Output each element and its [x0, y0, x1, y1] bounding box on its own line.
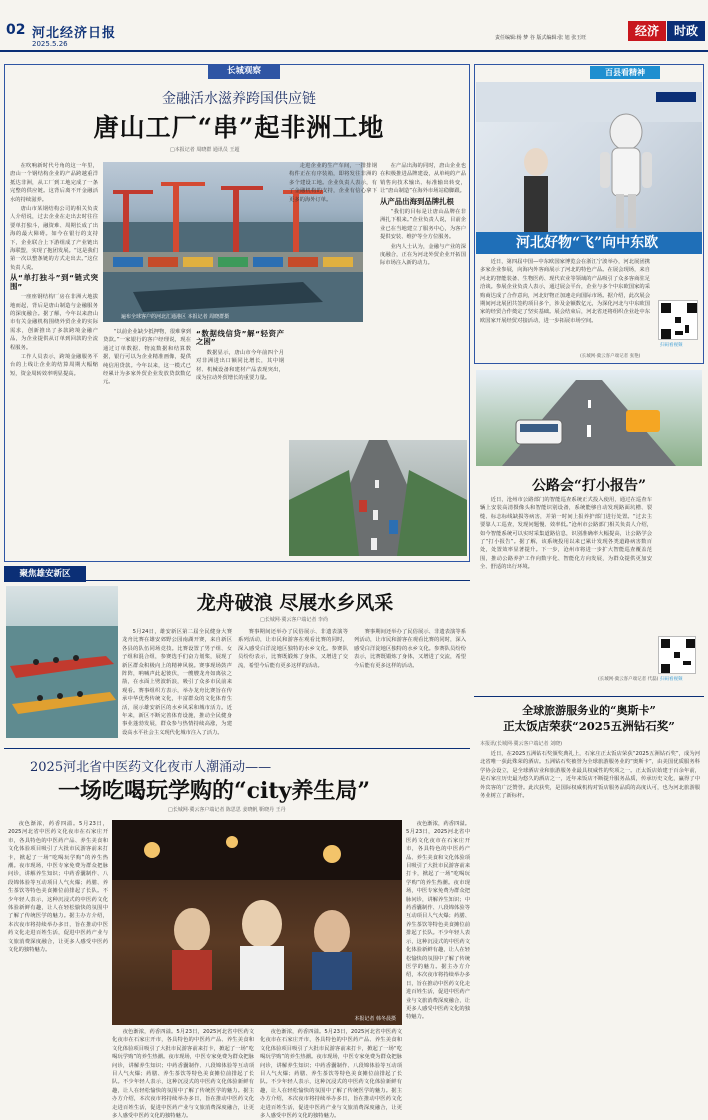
top-story-byline: □本报记者 周晓群 通讯员 王超: [170, 147, 240, 153]
dragon-boat-photo: [6, 586, 118, 738]
dragon-boat-illustration: [6, 586, 118, 738]
award-story-text: [480, 750, 700, 1086]
top-col-3: [196, 328, 284, 557]
side-feature-title: [476, 232, 702, 254]
robot-illustration: [476, 82, 702, 232]
text-paragraph: 夜色渐浓，药香四溢。5月23日，2025河北省中医药文化夜市在石家庄开市，各具特色的中医药产品、养生美食和文化体验项目吸引了大批市民游客前来打卡，掀起了一场“吃喝玩学购”的养生热潮。夜市现场，中医专家免费为群众把脉问诊，讲解养生知识；中药香囊制作、八段锦体验等互动项目人气火爆；药膳、养生茶饮等特色美食摊位前排起了长队。不少年轻人表示，这种沉浸式的中医药文化体验新鲜有趣，让人在轻松愉快的氛围中了解了传统医学的魅力。据主办方介绍，本次夜市将持续举办多日，旨在推动中医药文化走进百姓生活，促进中医药产业与文旅消费深度融合，让更多人感受中医药文化的独特魅力。: [260, 1029, 402, 1120]
text-paragraph: 唐山市某钢结构公司的相关负责人介绍说，过去企业在走出去时往往要单打独斗，融资难、周期长成了出海的最大障碍。如今在银行的支持下，企业联合上下游组成了产业链出海联盟，实现了抱团发展。“这是我们第一次以整条链的方式走出去。”这位负责人说。: [10, 206, 98, 271]
qr-label: 扫码看视频: [660, 343, 683, 348]
subhead-brand: 从产品出海到品牌扎根: [380, 196, 454, 206]
highway-illustration: [289, 440, 467, 556]
robot-photo: [476, 82, 702, 232]
road-inspection-photo: [476, 370, 702, 466]
text-paragraph: 赛事期间还举办了民俗展示、非遗表演等系列活动，让市民和游客在观看比赛的同时，深入感受白洋淀地区独特的水乡文化。参赛队员纷纷表示，比赛既锻炼了身体，又增进了交流，希望今后能有更多这样的活动。: [238, 629, 348, 669]
bottom-col-under-photo-1: [112, 1028, 254, 1120]
qr-label: 扫码看视频: [660, 677, 683, 682]
section-rule: [474, 696, 704, 697]
top-story-kicker: 金融活水滋养跨国供应链: [162, 91, 316, 107]
award-story-title-2: 正太饭店荣获“2025五洲钻石奖”: [503, 719, 675, 733]
side-feature-text: [480, 258, 650, 358]
text-paragraph: 数据显示，唐山市今年前四个月对非洲进出口额同比增长，其中钢材、机械设备和建材产品表现突出，成为拉动外贸增长的重要力量。: [196, 349, 284, 382]
header-rule: [0, 50, 708, 52]
road-story-byline: (长城网·冀云客户端记者 代磊): [598, 677, 659, 682]
subhead-chain: 从“单打独斗”到“链式突围”: [10, 273, 98, 291]
top-col-2: [103, 328, 191, 557]
side-feature-banner: 百县看精神: [590, 66, 660, 79]
night-market-photo: [112, 820, 402, 1025]
second-story-byline: □长城网·冀云客户端记者 李尚: [260, 617, 328, 623]
text-paragraph: 近日，第四届中国—中东欧国家博览会在浙江宁波举办，河北展团携多家企业参展，向海内外客商展示了河北的特色产品。在展会现场，来自河北的智能装备、生物医药、现代农业等领域的产品吸引了众多客商驻足洽谈。参展企业负责人表示，通过展会平台，企业与多个中东欧国家的采购商达成了合作意向，河北好物正加速走向国际市场。据介绍，此次展会期间河北展团共签约项目多个，涉及金额数亿元，为深化河北与中东欧国家的经贸合作奠定了坚实基础。展会结束后，河北省还将组织企业赴中东欧国家开展经贸对接活动，进一步拓展市场空间。: [480, 259, 650, 324]
text-paragraph: 业内人士认为，金融与产业的深度融合，正在为河北外贸企业开拓国际市场注入新的动力。: [380, 243, 466, 267]
road-illustration: [476, 370, 702, 466]
paper-name: 河北经济日报: [32, 26, 117, 41]
road-story-title: 公路会“打小报告”: [531, 478, 647, 494]
section-tab-politics: 时政: [667, 21, 705, 41]
side-feature-byline: (长城网·冀云客户端记者 张艳): [580, 354, 641, 359]
top-col-1: [10, 162, 98, 557]
bottom-story-byline: □长城网·冀云客户端记者 陈思思 姜晓帆 靳晓丹 王丹: [168, 807, 286, 813]
top-story-headline: 唐山工厂“串”起非洲工地: [93, 113, 385, 142]
subhead-data-credit: “数据线信贷”解“轻资产之困”: [196, 329, 284, 347]
award-story-byline: 本报讯(长城网·冀云客户端记者 刘晓): [480, 741, 563, 747]
bottom-story-headline: 一场吃喝玩学购的“city养生局”: [58, 778, 371, 804]
column-tag-xiongan: 聚焦雄安新区: [4, 566, 86, 582]
award-story-title: 全球旅游服务业的“奥斯卡”: [522, 704, 656, 717]
text-paragraph: 近日，沧州市公路部门的智能巡查系统正式投入使用，通过在巡查车辆上安装高清摄像头和智能识别设备，系统能够自动发现路面坑槽、裂缝、标志标线缺损等病害，并第一时间上报养护部门进行处置。“过去主要靠人工巡查，发现问题慢、效率低。”沧州市公路部门相关负责人介绍，如今智能系统可以实时采集道路信息，识别准确率大幅提高，让公路学会了“打小报告”。据了解，该系统投用以来已累计发现各类道路病害数百处，处置效率显著提升。下一步，沧州市将进一步扩大智能巡查覆盖范围，推动公路养护工作向数字化、智能化方向发展，为群众提供更加安全、舒适的出行环境。: [480, 497, 652, 571]
top-col-5: [380, 162, 466, 434]
highway-photo: [289, 440, 467, 556]
text-paragraph: 夜色渐浓，药香四溢。5月23日，2025河北省中医药文化夜市在石家庄开市，各具特色的中医药产品、养生美食和文化体验项目吸引了大批市民游客前来打卡，掀起了一场“吃喝玩学购”的养生热潮。夜市现场，中医专家免费为群众把脉问诊，讲解养生知识；中药香囊制作、八段锦体验等互动项目人气火爆；药膳、养生茶饮等特色美食摊位前排起了长队。不少年轻人表示，这种沉浸式的中医药文化体验新鲜有趣，让人在轻松愉快的氛围中了解了传统医学的魅力。据主办方介绍，本次夜市将持续举办多日，旨在推动中医药文化走进百姓生活，促进中医药产业与文旅消费深度融合，让更多人感受中医药文化的独特魅力。: [112, 1029, 254, 1120]
qr-code[interactable]: [658, 636, 696, 674]
port-photo-caption: 遍布全球客户的河北汇通港区 本报记者 周晓群摄: [121, 314, 230, 320]
bottom-col-1: [8, 820, 108, 1086]
editor-credits: 责任编辑:杨 梦 谷 版式编辑:张 旭 张玉旺: [495, 35, 587, 41]
text-paragraph: 一座座钢结构厂房在非洲大地拔地而起，背后是唐山制造与金融服务的深度融合。据了解，今年以来唐山市有关金融机构围绕外贸企业的实际需求，创新推出了多款跨境金融产品，为企业提供从订单到回款的全流程服务。: [10, 294, 98, 351]
column-tag-changcheng: 长城观察: [208, 64, 280, 79]
text-paragraph: 夜色渐浓，药香四溢。5月23日，2025河北省中医药文化夜市在石家庄开市，各具特色的中医药产品、养生美食和文化体验项目吸引了大批市民游客前来打卡，掀起了一场“吃喝玩学购”的养生热潮。夜市现场，中医专家免费为群众把脉问诊，讲解养生知识；中药香囊制作、八段锦体验等互动项目人气火爆；药膳、养生茶饮等特色美食摊位前排起了长队。不少年轻人表示，这种沉浸式的中医药文化体验新鲜有趣，让人在轻松愉快的氛围中了解了传统医学的魅力。据主办方介绍，本次夜市将持续举办多日，旨在推动中医药文化走进百姓生活，促进中医药产业与文旅消费深度融合，让更多人感受中医药文化的独特魅力。: [8, 821, 108, 954]
issue-date: 2025.5.26: [32, 40, 68, 48]
section-rule: [4, 748, 470, 749]
section-tab-economy: 经济: [628, 21, 666, 41]
text-paragraph: 在产品出海的同时，唐山企业也在积极推进品牌建设，从单纯的产品销售向技术输出、标准输出转变，让“唐山制造”在海外市场站稳脚跟。: [380, 163, 466, 195]
text-paragraph: “以前企业缺少抵押物，很难拿到贷款。”一家银行的客户经理说，现在通过订单数据、物流数据和结算数据，银行可以为企业精准画像，提供纯信用贷款。今年以来，这一模式已经累计为多家外贸企业发放贷款数亿元。: [103, 329, 191, 386]
bottom-col-right: [406, 820, 470, 1086]
qr-code[interactable]: [658, 300, 698, 340]
top-col-4: [289, 162, 377, 434]
text-paragraph: 在吹响新时代号角的这一年里，唐山一个钢结构企业的产品跨越重洋抵达非洲，从工厂到工地完成了一条完整的供应链。这背后离不开金融活水的持续滋养。: [10, 163, 98, 203]
bottom-story-kicker: 2025河北省中医药文化夜市人潮涌动——: [30, 760, 272, 775]
text-paragraph: 走进企业的生产车间，一排排钢构件正在有序装箱，即将发往非洲的多个建设工地。企业负责人表示，有了金融机构的支持，企业有信心拿下更多的海外订单。: [289, 163, 377, 203]
section-rule: [86, 580, 470, 581]
text-paragraph: 近日，在2025五洲钻石奖颁奖典礼上，石家庄正太饭店荣获“2025五洲钻石奖”，成为河北省唯一获此殊荣的酒店。五洲钻石奖被誉为全球旅游服务业的“奥斯卡”，由美国优质服务科学协会设立，是全球酒店业和旅游服务业最具权威性的奖项之一。正太饭店始建于百余年前，是石家庄历史最为悠久的酒店之一，近年来饭店不断提升服务品质，传承历史文化，赢得了中外宾客的广泛赞誉。此次获奖，是国际权威机构对饭店服务品质的高度认可，也为河北旅游服务业树立了新标杆。: [480, 751, 700, 800]
second-story-col-3: [354, 628, 466, 738]
text-paragraph: 工作人员表示，跨境金融服务平台的上线让企业的结算周期大幅缩短，资金周转效率明显提高。: [10, 353, 98, 377]
side-feature-title-text: 河北好物“飞”向中东欧: [516, 235, 659, 251]
page-number: 02: [6, 22, 26, 38]
second-story-col-1: [122, 628, 232, 738]
page-header: [0, 0, 708, 60]
second-story-col-2: [238, 628, 348, 738]
text-paragraph: 5月24日，雄安新区第二届全民健身大赛龙舟比赛在雄安郊野公园南湖开赛，来自新区各县的队伍同场竞技。比赛设置了男子组、女子组和混合组，参赛选手们奋力划桨，展现了新区群众积极向上的精神风貌。赛事现场鼓声阵阵，呐喊声此起彼伏，一艘艘龙舟如离弦之箭，在水面上劈波斩浪，吸引了众多市民前来观看。赛事组织方表示，举办龙舟比赛旨在传承中华优秀传统文化，丰富群众的文化体育生活，展示雄安新区的水乡风采和城市活力。近年来，新区不断完善体育设施，推动全民健身事业蓬勃发展，群众参与热情持续高涨，为建设高水平社会主义现代化城市注入了活力。: [122, 629, 232, 736]
bottom-col-under-photo-2: [260, 1028, 402, 1120]
road-story-text: [480, 496, 652, 676]
text-paragraph: 夜色渐浓，药香四溢。5月23日，2025河北省中医药文化夜市在石家庄开市，各具特色的中医药产品、养生美食和文化体验项目吸引了大批市民游客前来打卡，掀起了一场“吃喝玩学购”的养生热潮。夜市现场，中医专家免费为群众把脉问诊，讲解养生知识；中药香囊制作、八段锦体验等互动项目人气火爆；药膳、养生茶饮等特色美食摊位前排起了长队。不少年轻人表示，这种沉浸式的中医药文化体验新鲜有趣，让人在轻松愉快的氛围中了解了传统医学的魅力。据主办方介绍，本次夜市将持续举办多日，旨在推动中医药文化走进百姓生活，促进中医药产业与文旅消费深度融合，让更多人感受中医药文化的独特魅力。: [406, 821, 470, 1021]
second-story-headline: 龙舟破浪 尽展水乡风采: [196, 592, 394, 614]
text-paragraph: “我们的目标是让唐山品牌在非洲扎下根来。”企业负责人说，目前企业已在当地建立了服务中心，为客户提供安装、维护等全方位服务。: [380, 209, 466, 241]
text-paragraph: 赛事期间还举办了民俗展示、非遗表演等系列活动，让市民和游客在观看比赛的同时，深入感受白洋淀地区独特的水乡文化。参赛队员纷纷表示，比赛既锻炼了身体，又增进了交流，希望今后能有更多这样的活动。: [354, 629, 466, 669]
night-market-illustration: [112, 820, 402, 1025]
night-market-caption: 本报记者 韩冬晨摄: [354, 1016, 396, 1022]
